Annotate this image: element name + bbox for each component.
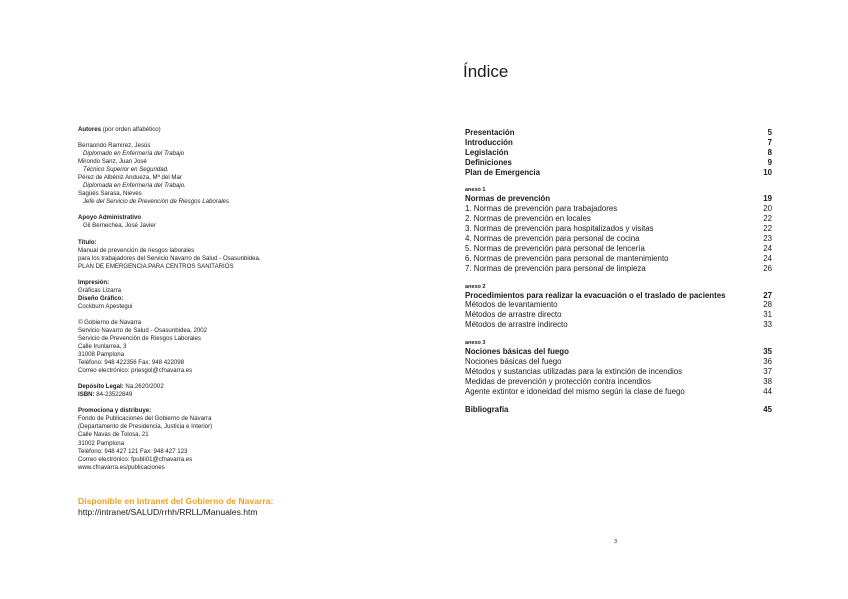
toc-entry[interactable] xyxy=(465,214,772,224)
toc-entry[interactable] xyxy=(465,138,772,148)
toc-entry-page: 5 xyxy=(767,128,772,137)
copyright-line: Servicio Navarro de Salud - Osasunbidea, 2002 xyxy=(78,326,208,334)
support-name: Gil Bernechea, José Javier xyxy=(83,222,156,230)
toc-entry-page: 28 xyxy=(763,300,772,310)
author-name: Berraondo Ramírez, Jesús xyxy=(78,142,151,150)
toc-entry-label: 5. Normas de prevención para personal de lencería xyxy=(465,243,645,253)
title-line: Manual de prevención de riesgos laborales xyxy=(78,246,195,254)
toc-entry[interactable] xyxy=(465,405,772,415)
toc-entry-page: 44 xyxy=(763,386,772,396)
toc-entry-page: 7 xyxy=(767,137,772,147)
toc-entry[interactable] xyxy=(465,158,772,168)
toc-entry-label: 1. Normas de prevención para trabajadores xyxy=(465,204,618,214)
toc-entry-label: Métodos de arrastre directo xyxy=(465,310,562,320)
toc-entry-page: 23 xyxy=(763,234,772,244)
toc-entry-label: 6. Normas de prevención para personal de mantenimiento xyxy=(465,253,669,263)
toc-entry[interactable] xyxy=(465,387,772,397)
toc-entry[interactable] xyxy=(465,300,772,310)
toc-entry-page: 22 xyxy=(763,214,772,224)
toc-entry-page: 33 xyxy=(763,320,772,330)
toc-entry-label: Métodos y sustancias utilizadas para la extinción de incendios xyxy=(465,366,683,376)
copyright-line: Correo electrónico: priesgol@cfnavarra.es xyxy=(78,367,193,375)
title-section xyxy=(78,239,378,271)
title-line: para los trabajadores del Servicio Navarro de Salud - Osasunbidea. xyxy=(78,254,261,262)
author-role: Diplomada en Enfermería del Trabajo. xyxy=(83,182,186,190)
author-name: Mirondo Sanz, Juan José xyxy=(78,158,147,166)
toc-entry-page: 9 xyxy=(767,157,772,167)
author-role: Técnico Superior en Seguridad. xyxy=(83,166,169,174)
toc-annex-heading[interactable] xyxy=(465,291,772,301)
toc-entry-label: Normas de prevención xyxy=(465,194,551,204)
support-section xyxy=(78,214,378,230)
toc-entry[interactable] xyxy=(465,357,772,367)
copyright-section xyxy=(78,319,378,375)
print-name: Gráficas Lizarra xyxy=(78,286,122,294)
toc-entry-page: 22 xyxy=(763,224,772,234)
annex-label: anexo 2 xyxy=(465,283,486,290)
toc-entry-page: 19 xyxy=(763,194,772,204)
design-heading: Diseño Gráfico: xyxy=(78,294,124,302)
toc-entry-page: 24 xyxy=(763,243,772,253)
copyright-line: Servicio de Prevención de Riesgos Laborales xyxy=(78,334,201,342)
promo-line: 31002 Pamplona xyxy=(78,439,125,447)
legal-section xyxy=(78,383,378,399)
toc-entry-page: 10 xyxy=(763,167,772,177)
toc-entry[interactable] xyxy=(465,244,772,254)
table-of-contents xyxy=(465,128,772,414)
copyright-line: 31008 Pamplona xyxy=(78,351,125,359)
availability-text: Disponible en Intranet del Gobierno de Navarra: xyxy=(78,496,274,506)
availability xyxy=(78,496,418,518)
toc-entry-label: Nociones básicas del fuego xyxy=(465,357,562,367)
toc-entry[interactable] xyxy=(465,224,772,234)
toc-entry-label: Bibliografía xyxy=(465,404,509,414)
toc-entry-page: 24 xyxy=(763,253,772,263)
print-section xyxy=(78,279,378,311)
toc-entry[interactable] xyxy=(465,367,772,377)
promo-line: (Departamento de Presidencia, Justicia e Interior) xyxy=(78,423,213,431)
isbn-value: 84-23522849 xyxy=(96,391,133,399)
legal-value: Na.2620/2002 xyxy=(125,383,164,391)
copyright-line: Teléfono: 948 422356 Fax: 948 422098 xyxy=(78,359,185,367)
promo-line: Calle Navas de Tolosa, 21 xyxy=(78,431,149,439)
toc-entry-page: 27 xyxy=(763,290,772,300)
toc-entry-label: 4. Normas de prevención para personal de cocina xyxy=(465,234,640,244)
toc-entry-page: 35 xyxy=(763,347,772,357)
toc-entry[interactable] xyxy=(465,377,772,387)
credits-block xyxy=(78,126,378,480)
toc-entry-label: Legislación xyxy=(465,147,509,157)
toc-entry[interactable] xyxy=(465,264,772,274)
toc-entry-page: 20 xyxy=(763,204,772,214)
toc-entry[interactable] xyxy=(465,128,772,138)
promo-section xyxy=(78,407,378,471)
toc-entry-label: Métodos de arrastre indirecto xyxy=(465,320,568,330)
toc-entry[interactable] xyxy=(465,148,772,158)
toc-entry-page: 38 xyxy=(763,376,772,386)
toc-entry-label: 7. Normas de prevención para personal de limpieza xyxy=(465,263,646,273)
toc-entry-page: 37 xyxy=(763,366,772,376)
toc-entry-label: Definiciones xyxy=(465,157,512,167)
promo-line: www.cfnavarra.es/publicaciones xyxy=(78,463,165,471)
print-heading: Impresión: xyxy=(78,278,110,286)
authors-section xyxy=(78,126,378,206)
toc-entry-page: 45 xyxy=(763,404,772,414)
toc-annex-heading[interactable] xyxy=(465,194,772,204)
annex-label: anexo 3 xyxy=(465,340,486,347)
toc-entry[interactable] xyxy=(465,204,772,214)
toc-entry-label: Agente extintor e idoneidad del mismo según la clase de fuego xyxy=(465,386,685,396)
promo-heading: Promociona y distribuye: xyxy=(78,407,152,415)
toc-entry[interactable] xyxy=(465,254,772,264)
page-number: 3 xyxy=(614,539,618,545)
toc-entry-label: Presentación xyxy=(465,128,515,137)
toc-entry-label: Procedimientos para realizar la evacuación o el traslado de pacientes xyxy=(465,290,726,300)
copyright-line: © Gobierno de Navarra xyxy=(78,318,142,326)
availability-url[interactable]: http://intranet/SALUD/rrhh/RRLL/Manuales.htm xyxy=(78,507,258,517)
toc-entry-label: Métodos de levantamiento xyxy=(465,300,558,310)
title-heading: Título: xyxy=(78,238,97,246)
annex-label: anexo 1 xyxy=(465,187,486,194)
legal-label: Depósito Legal: xyxy=(78,383,124,391)
toc-entry[interactable] xyxy=(465,320,772,330)
toc-entry-label: Introducción xyxy=(465,137,513,147)
toc-entry-label: 3. Normas de prevención para hospitalizados y visitas xyxy=(465,224,654,234)
toc-entry[interactable] xyxy=(465,168,772,178)
copyright-line: Calle Irunlarrea, 3 xyxy=(78,343,127,351)
page-title: Índice xyxy=(463,62,509,81)
toc-entry-label: Nociones básicas del fuego xyxy=(465,347,569,357)
author-role: Jefe del Servicio de Prevención de Riesgos Laborales xyxy=(83,198,229,206)
toc-entry[interactable] xyxy=(465,234,772,244)
toc-entry-label: Medidas de prevención y protección contra incendios xyxy=(465,376,651,386)
support-heading: Apoyo Administrativo xyxy=(78,214,142,222)
isbn-label: ISBN: xyxy=(78,391,95,399)
toc-entry-label: Plan de Emergencia xyxy=(465,167,540,177)
promo-line: Teléfono: 948 427 121 Fax: 948 427 123 xyxy=(78,447,188,455)
author-name: Pérez de Albéniz Andueza, Mª del Mar xyxy=(78,174,182,182)
toc-entry-page: 26 xyxy=(763,263,772,273)
toc-annex-heading[interactable] xyxy=(465,347,772,357)
author-role: Diplomado en Enfermería del Trabajo xyxy=(83,150,185,158)
authors-note: (por orden alfabético) xyxy=(102,126,161,133)
promo-line: Fondo de Publicaciones del Gobierno de Navarra xyxy=(78,415,212,423)
authors-heading: Autores xyxy=(78,126,102,133)
toc-entry-page: 31 xyxy=(763,310,772,320)
title-line: PLAN DE EMERGENCIA PARA CENTROS SANITARIOS xyxy=(78,262,234,270)
toc-entry-page: 36 xyxy=(763,357,772,367)
toc-entry[interactable] xyxy=(465,310,772,320)
promo-line: Correo electrónico: fpubli01@cfnavarra.es xyxy=(78,455,193,463)
toc-entry-page: 8 xyxy=(767,147,772,157)
design-name: Cockburn Apestegui xyxy=(78,302,133,310)
toc-entry-label: 2. Normas de prevención en locales xyxy=(465,214,591,224)
author-name: Sagüés Sarasa, Nieves xyxy=(78,190,142,198)
